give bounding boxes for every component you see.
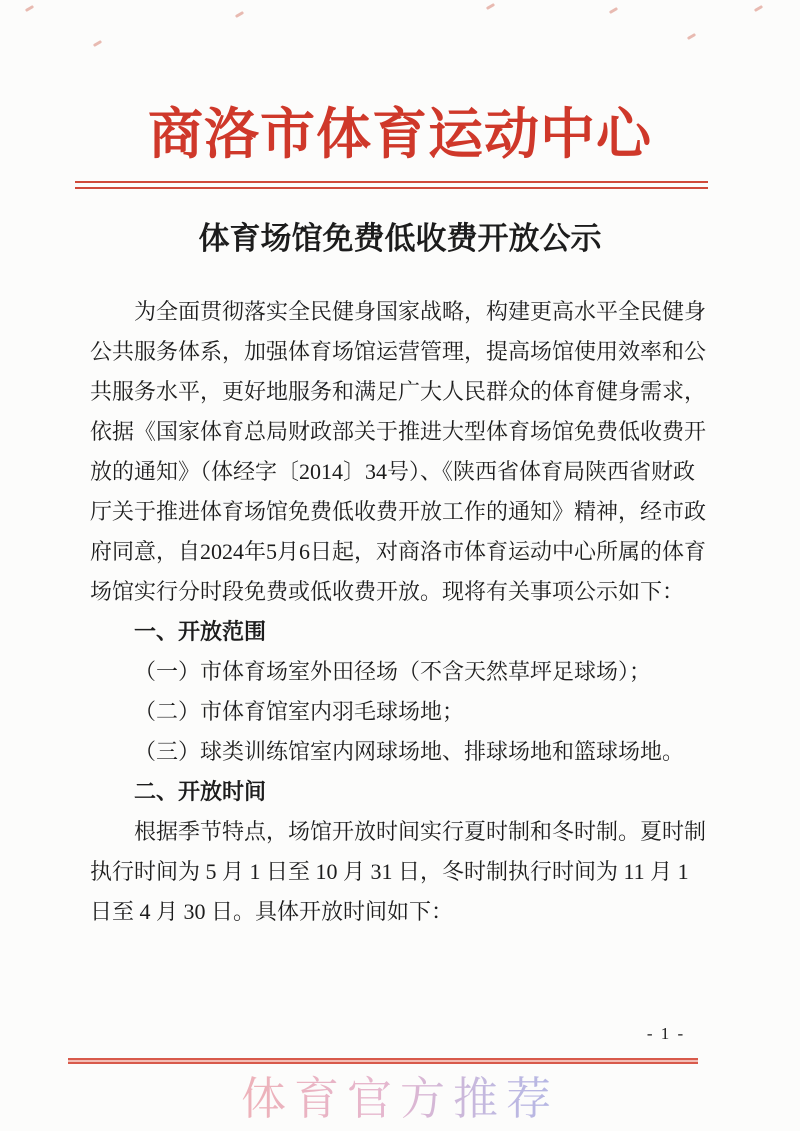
scan-mark xyxy=(609,7,618,14)
paragraph-line: 放的通知》（体经字〔2014〕34号）、《陕西省体育局陕西省财政 xyxy=(90,459,696,484)
section-heading-open-scope: 一、开放范围 xyxy=(134,619,267,644)
document-body xyxy=(90,292,730,932)
scan-mark xyxy=(754,5,763,12)
list-item-venue-1: （一）市体育场室外田径场（不含天然草坪足球场）； xyxy=(134,659,652,684)
paragraph-line: 根据季节特点，场馆开放时间实行夏时制和冬时制。夏时制 xyxy=(134,819,707,844)
list-item-venue-2: （二）市体育馆室内羽毛球场地； xyxy=(134,699,465,724)
paragraph-line: 共服务水平，更好地服务和满足广大人民群众的体育健身需求， xyxy=(90,379,707,404)
watermark-text: 体育官方推荐 xyxy=(0,1062,800,1127)
organization-title: 商洛市体育运动中心 xyxy=(147,104,652,165)
scan-mark xyxy=(687,33,696,40)
paragraph-line: 府同意，自2024年5月6日起，对商洛市体育运动中心所属的体育 xyxy=(90,539,707,564)
paragraph-line: 为全面贯彻落实全民健身国家战略，构建更高水平全民健身 xyxy=(134,299,707,324)
paragraph-line: 执行时间为 5 月 1 日至 10 月 31 日，冬时制执行时间为 11 月 1 xyxy=(90,859,689,884)
header-divider xyxy=(75,181,708,189)
document-title: 体育场馆免费低收费开放公示 xyxy=(198,221,602,256)
scan-mark xyxy=(93,40,102,47)
paragraph-line: 场馆实行分时段免费或低收费开放。现将有关事项公示如下： xyxy=(90,579,685,604)
page-number: - 1 - xyxy=(646,1024,686,1043)
scan-mark xyxy=(25,5,34,12)
paragraph-line: 依据《国家体育总局财政部关于推进大型体育场馆免费低收费开 xyxy=(90,419,707,444)
paragraph-line: 日至 4 月 30 日。具体开放时间如下： xyxy=(90,899,454,924)
scan-mark xyxy=(486,3,495,10)
list-item-venue-3: （三）球类训练馆室内网球场地、排球场地和篮球场地。 xyxy=(134,739,685,764)
scan-mark xyxy=(235,11,244,18)
paragraph-line: 厅关于推进体育场馆免费低收费开放工作的通知》精神，经市政 xyxy=(90,499,707,524)
paragraph-line: 公共服务体系，加强体育场馆运营管理，提高场馆使用效率和公 xyxy=(90,339,707,364)
section-heading-open-hours: 二、开放时间 xyxy=(134,779,267,804)
